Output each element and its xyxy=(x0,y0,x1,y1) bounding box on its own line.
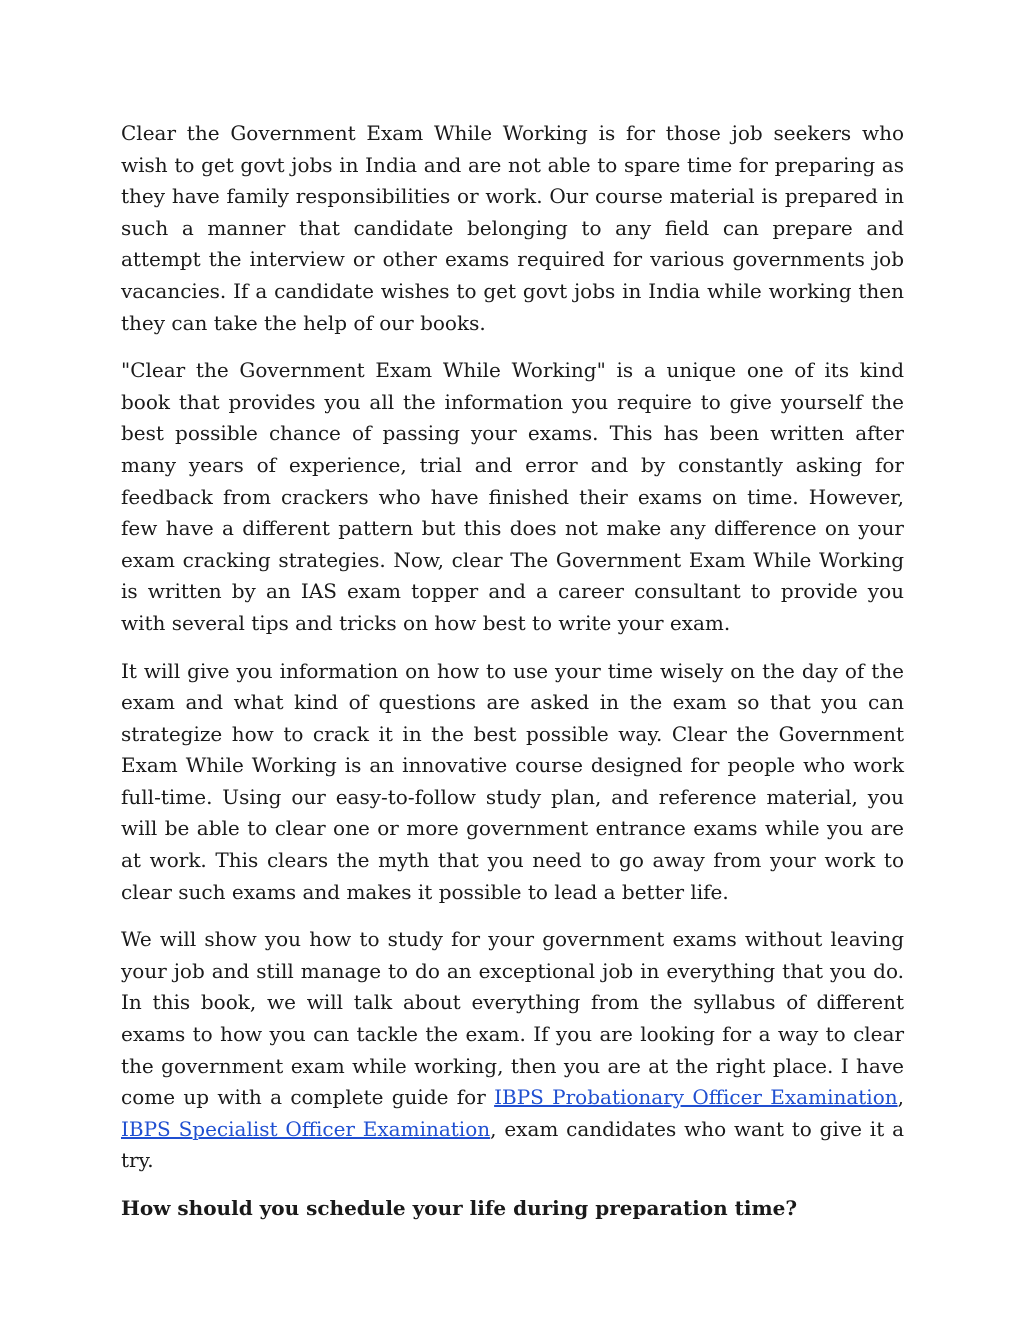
paragraph-intro: Clear the Government Exam While Working is for those job seekers who wish to get govt jobs in India and are not able to spare time for preparing as they have family responsibilities or work. Our course material is prepared in such a manner that candidate belonging to any field can prepare and attempt the interview or other exams required for various governments job vacancies. If a candidate wishes to get govt jobs in India while working then they can take the help of our books. xyxy=(121,121,904,335)
paragraph-book-description: "Clear the Government Exam While Working" is a unique one of its kind book that provides you all the information you require to give yourself the best possible chance of passing your exams. This has been written after many years of experience, trial and error and by constantly asking for feedback from crackers who have finished their exams on time. However, few have a different pattern but this does not make any difference on your exam cracking strategies. Now, clear The Government Exam While Working is written by an IAS exam topper and a career consultant to provide you with several tips and tricks on how best to write your exam. xyxy=(121,358,904,635)
document-page xyxy=(121,118,904,1225)
paragraph-study-guide xyxy=(121,924,904,1177)
ibps-so-exam-link[interactable]: IBPS Specialist Officer Examination xyxy=(121,1116,491,1141)
ibps-po-exam-link[interactable]: IBPS Probationary Officer Examination xyxy=(494,1085,898,1110)
paragraph-course-benefits: It will give you information on how to use your time wisely on the day of the exam and what kind of questions are asked in the exam so that you can strategize how to crack it in the best possible way. Clear the Government Exam While Working is an innovative course designed for people who work full-time. Using our easy-to-follow study plan, and reference material, you will be able to clear one or more government entrance exams while you are at work. This clears the myth that you need to go away from your work to clear such exams and makes it possible to lead a better life. xyxy=(121,658,904,904)
paragraph-study-guide-ending: , exam candidates who want to give it a try. xyxy=(121,1116,904,1173)
link-separator: , xyxy=(897,1085,904,1110)
paragraph-study-guide-text: We will show you how to study for your government exams without leaving your job and still manage to do an exceptional job in everything that you do. In this book, we will talk about everything from the syllabus of different exams to how you can tackle the exam. If you are looking for a way to clear the government exam while working, then you are at the right place. I have come up with a complete guide for xyxy=(121,927,904,1110)
section-heading: How should you schedule your life during preparation time? xyxy=(121,1196,798,1220)
